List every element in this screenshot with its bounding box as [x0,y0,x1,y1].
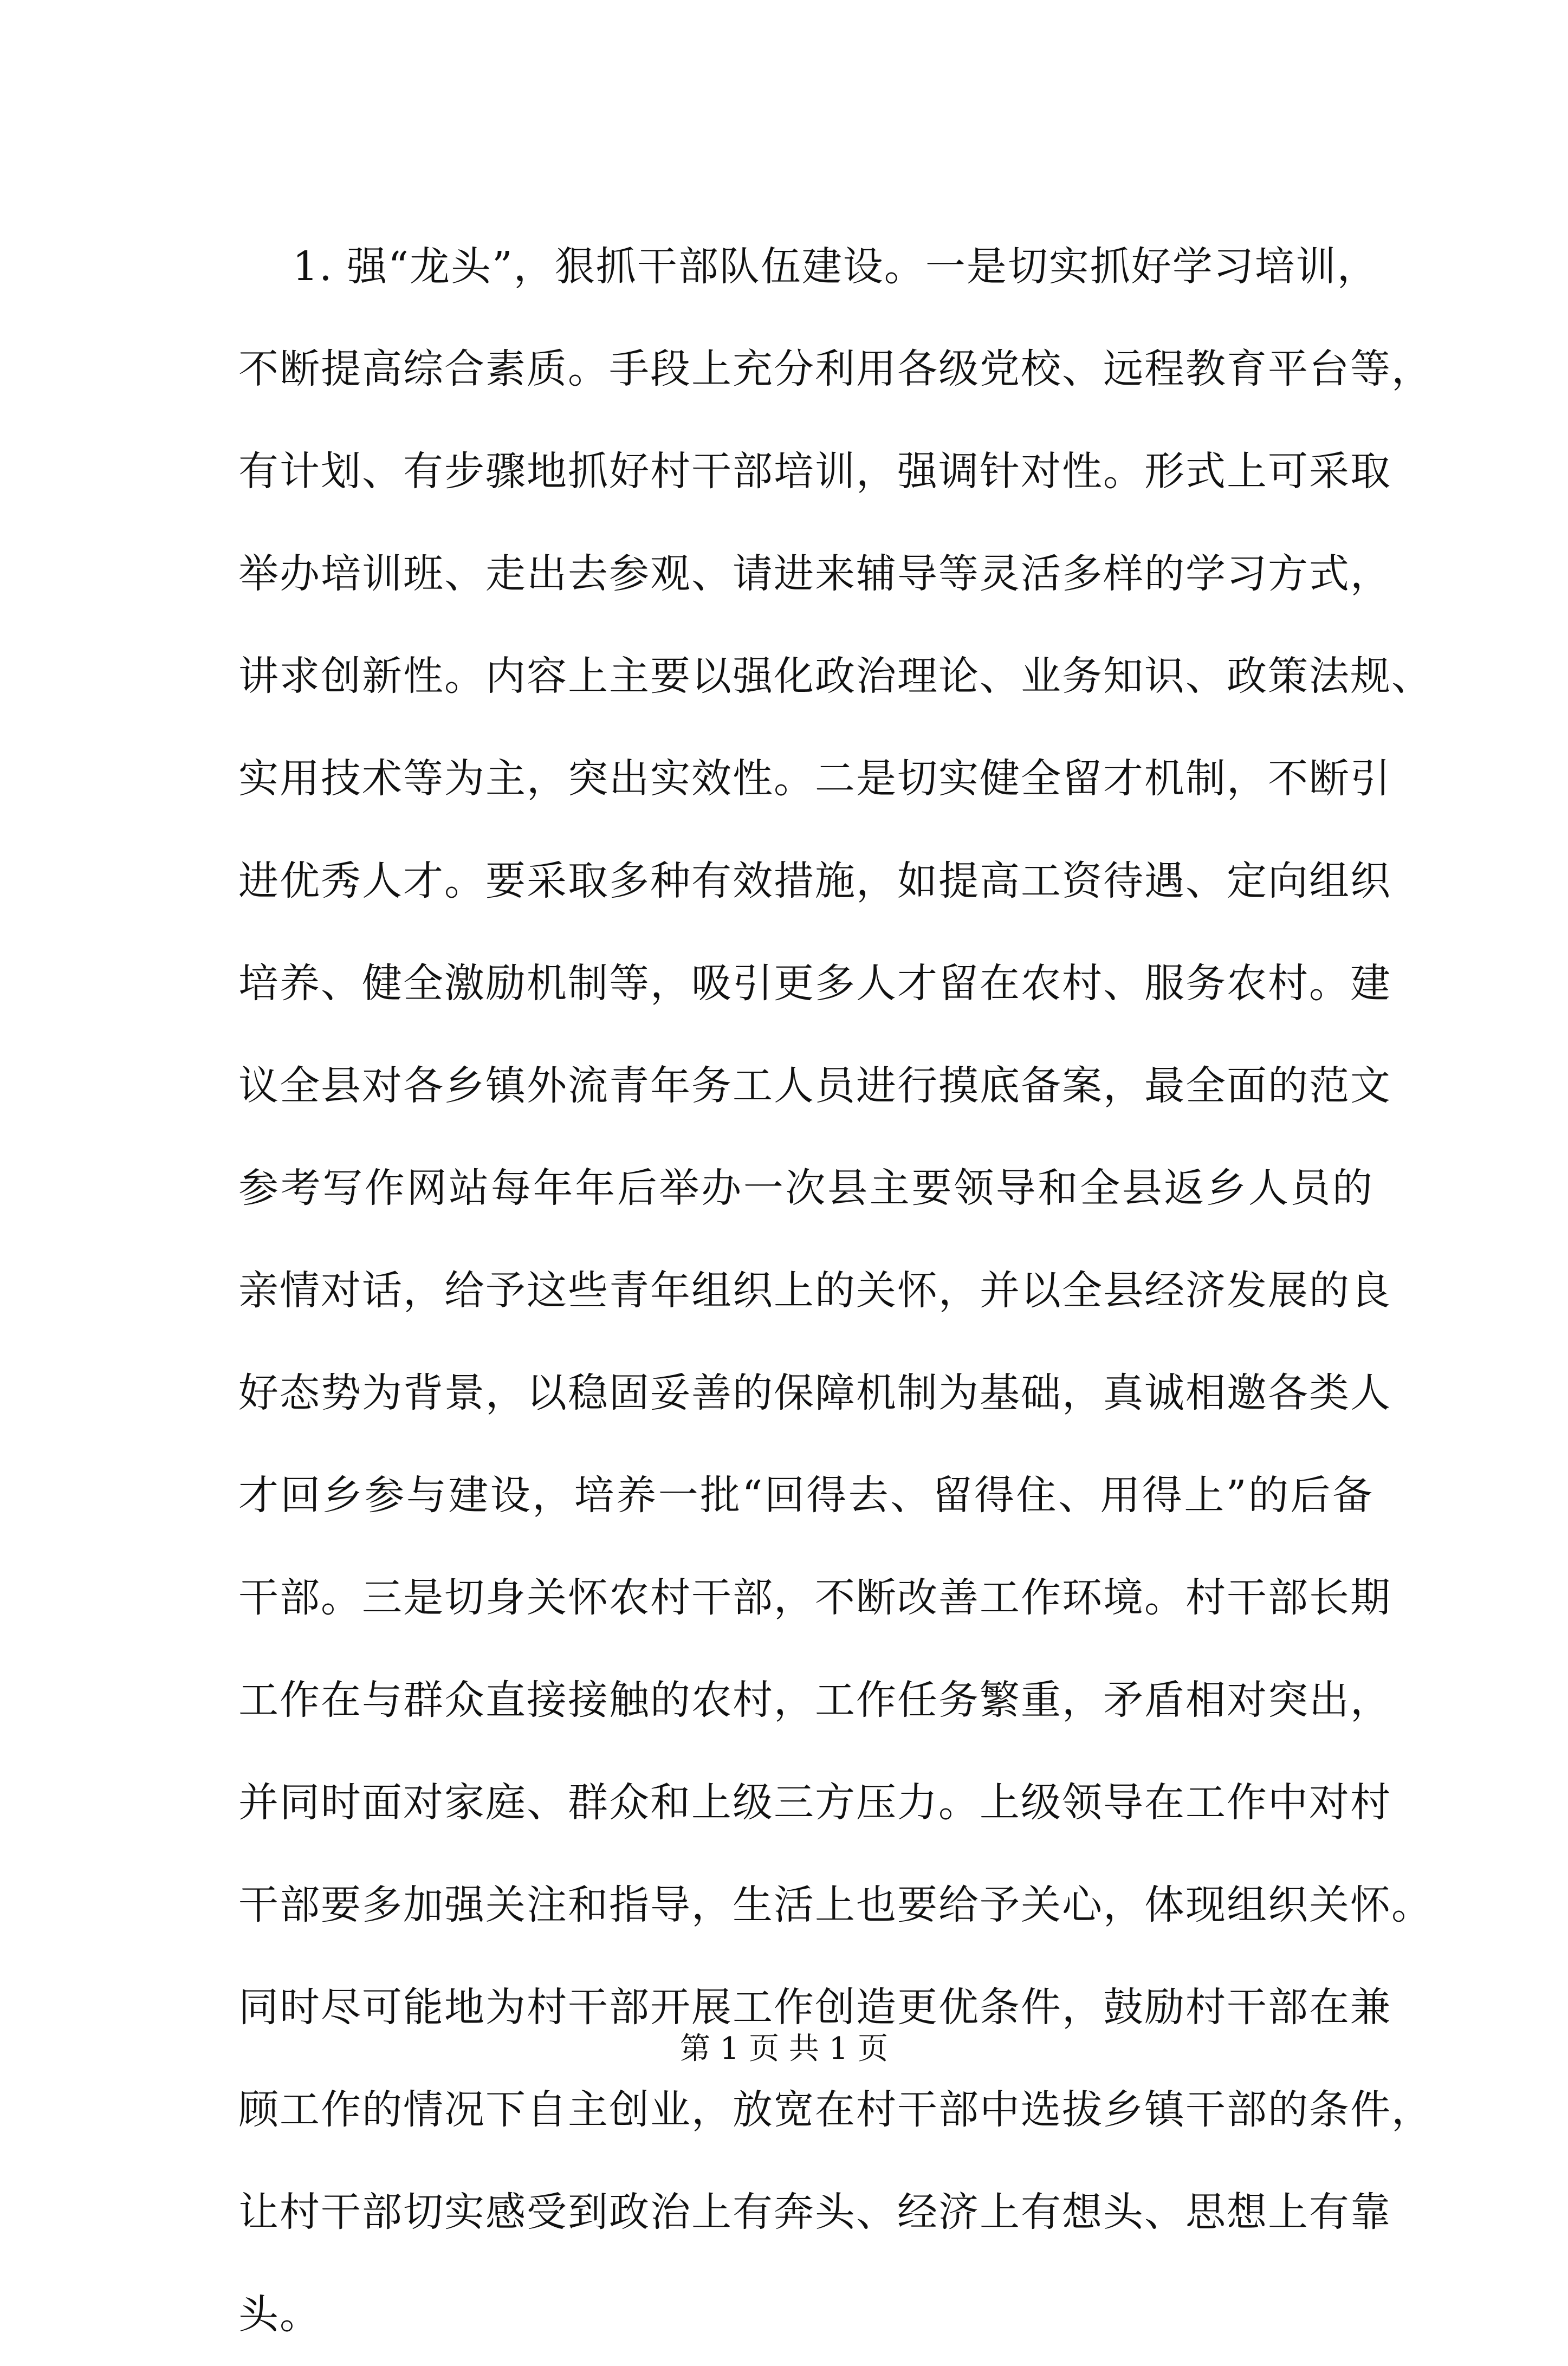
paragraph-line-17: 干部要多加强关注和指导，生活上也要给予关心，体现组织关怀。 [238,1882,1433,1928]
paragraph-line-13: 才回乡参与建设，培养一批“回得去、留得住、用得上”的后备 [238,1472,1373,1519]
paragraph-line-19: 顾工作的情况下自主创业，放宽在村干部中选拔乡镇干部的条件， [238,2086,1433,2133]
paragraph-line-8: 培养、健全激励机制等，吸引更多人才留在农村、服务农村。建 [238,960,1391,1007]
paragraph-line-5: 讲求创新性。内容上主要以强化政治理论、业务知识、政策法规、 [238,653,1433,699]
paragraph-line-3: 有计划、有步骤地抓好村干部培训，强调针对性。形式上可采取 [238,448,1391,495]
paragraph-line-18: 同时尽可能地为村干部开展工作创造更优条件，鼓励村干部在兼 [238,1984,1391,2031]
paragraph-line-1: 1. 强“龙头”，狠抓干部队伍建设。一是切实抓好学习培训， [293,243,1378,290]
paragraph-line-7: 进优秀人才。要采取多种有效措施，如提高工资待遇、定向组织 [238,858,1391,904]
paragraph-line-12: 好态势为背景，以稳固妥善的保障机制为基础，真诚相邀各类人 [238,1370,1391,1416]
paragraph-line-6: 实用技术等为主，突出实效性。二是切实健全留才机制，不断引 [238,755,1391,802]
paragraph-line-20: 让村干部切实感受到政治上有奔头、经济上有想头、思想上有靠 [238,2189,1391,2235]
page-footer: 第 1 页 共 1 页 [679,2031,889,2066]
paragraph-line-9: 议全县对各乡镇外流青年务工人员进行摸底备案，最全面的范文 [238,1062,1391,1109]
paragraph-line-4: 举办培训班、走出去参观、请进来辅导等灵活多样的学习方式， [238,550,1391,597]
paragraph-line-16: 并同时面对家庭、群众和上级三方压力。上级领导在工作中对村 [238,1779,1391,1826]
paragraph-line-10: 参考写作网站每年年后举办一次县主要领导和全县返乡人员的 [238,1165,1373,1211]
paragraph-line-14: 干部。三是切身关怀农村干部，不断改善工作环境。村干部长期 [238,1574,1391,1621]
paragraph-line-2: 不断提高综合素质。手段上充分利用各级党校、远程教育平台等， [238,346,1433,392]
paragraph-line-11: 亲情对话，给予这些青年组织上的关怀，并以全县经济发展的良 [238,1267,1391,1314]
paragraph-line-15: 工作在与群众直接接触的农村，工作任务繁重，矛盾相对突出， [238,1677,1391,1723]
paragraph-line-21: 头。 [238,2291,321,2338]
